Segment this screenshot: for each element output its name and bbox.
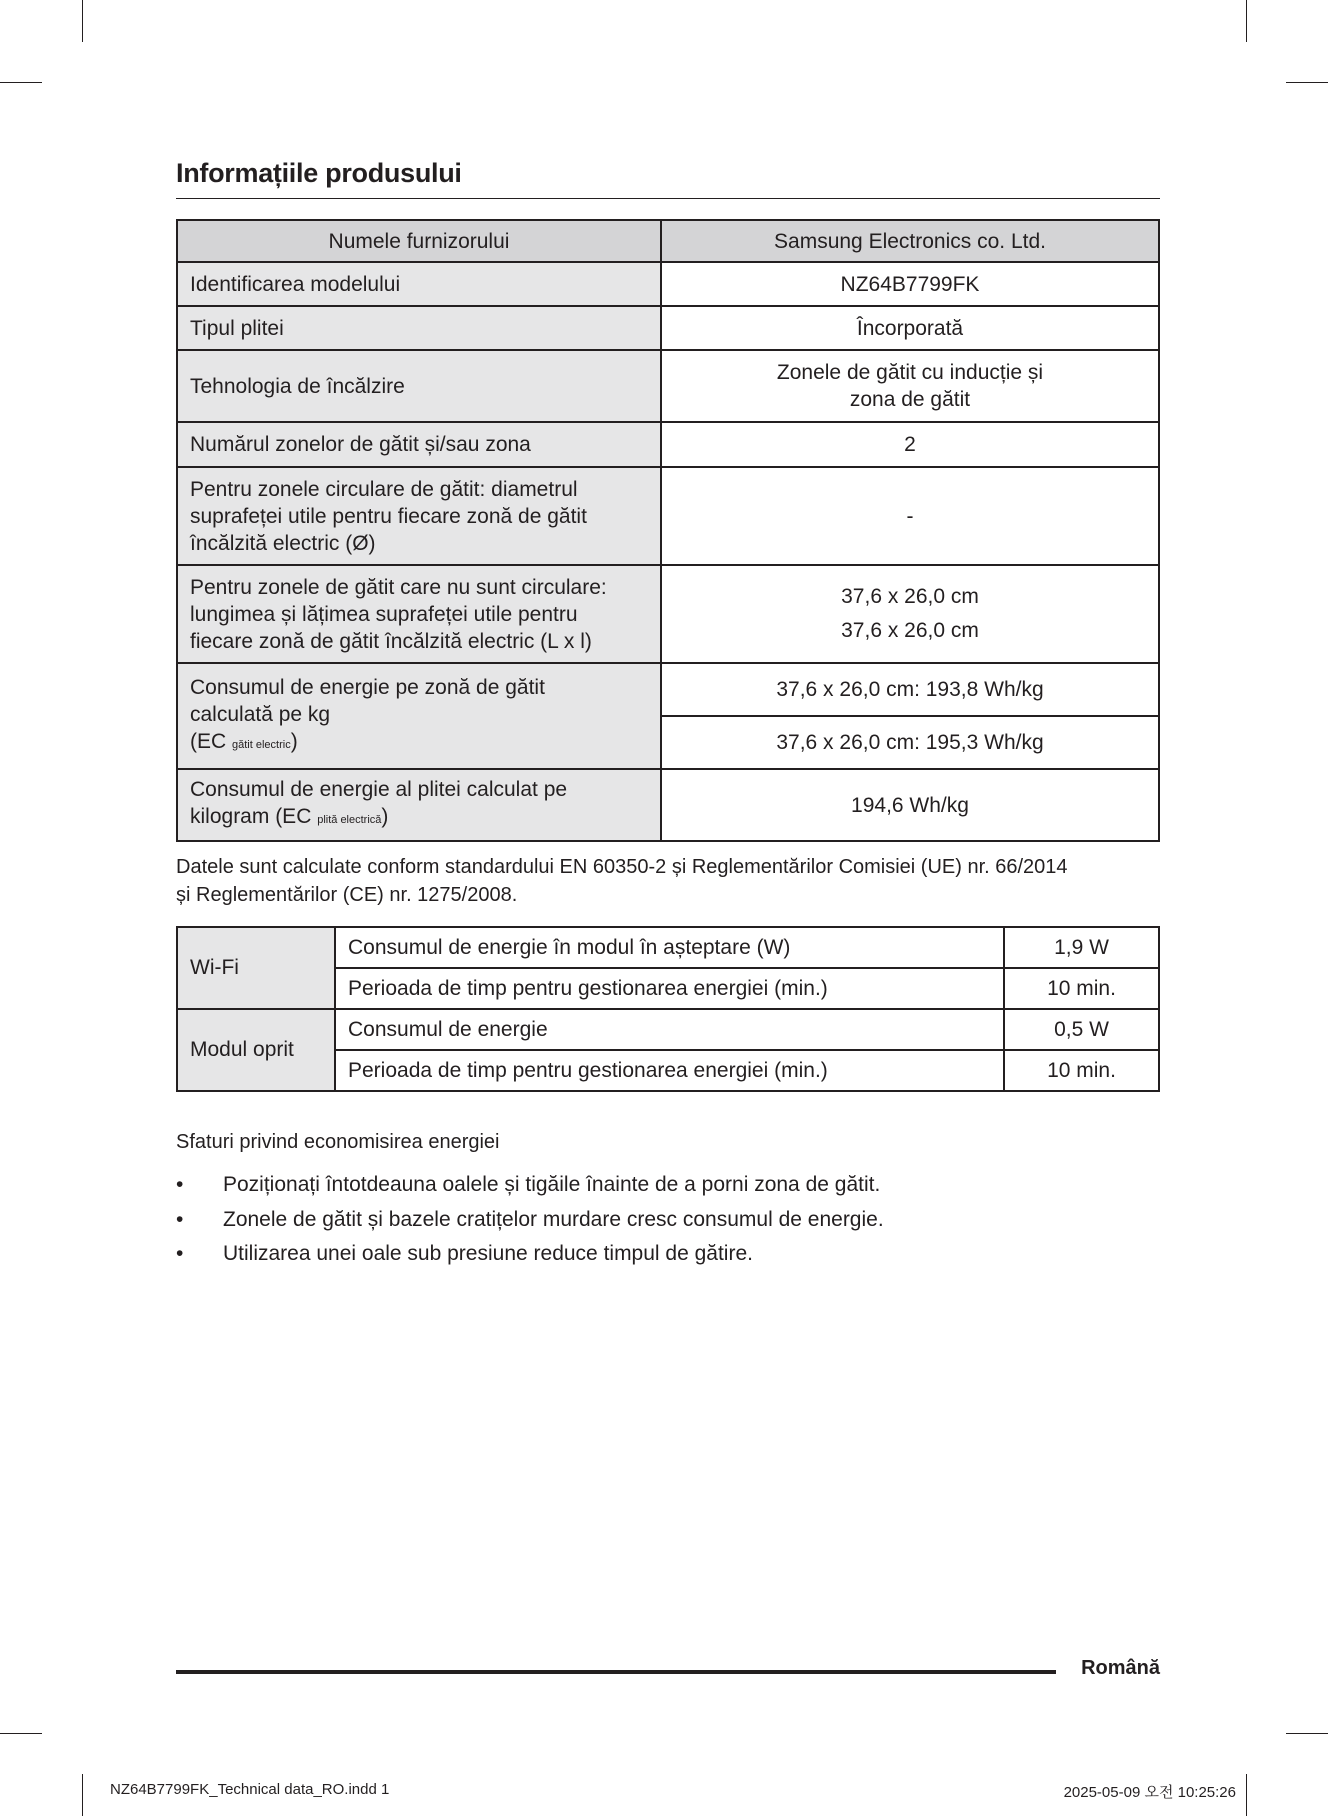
footer-language: Română [1081,1657,1160,1679]
table-header-row [177,220,1159,262]
note-line: și Reglementărilor (CE) nr. 1275/2008. [176,884,518,906]
product-info-table [176,219,1160,842]
row-label-line: încălzită electric (Ø) [190,531,376,555]
table-row [177,769,1159,841]
table-row [177,262,1159,306]
row-label: Tehnologia de încălzire [177,350,661,422]
row-value: 2 [661,422,1159,467]
row-label: Tipul plitei [177,306,661,350]
supplier-value: Samsung Electronics co. Ltd. [661,220,1159,262]
row-value-line: zona de gătit [849,388,971,411]
row-label: Identificarea modelului [177,262,661,306]
row-value: - [661,467,1159,565]
slug-filename: NZ64B7799FK_Technical data_RO.indd 1 [110,1781,390,1798]
table-row [177,1009,1159,1050]
table-row [177,422,1159,467]
row-value [661,565,1159,663]
crop-mark [1246,0,1247,42]
row-label: Numărul zonelor de gătit și/sau zona [177,422,661,467]
tip-text: Poziționați întotdeauna oalele și tigăile înainte de a porni zona de gătit. [223,1173,881,1196]
row-description: Perioada de timp pentru gestionarea energiei (min.) [335,968,1004,1009]
row-label-line: fiecare zonă de gătit încălzită electric (L x l) [190,629,592,653]
list-item [176,1203,884,1238]
row-value-line: 37,6 x 26,0 cm [841,585,979,608]
standby-power-table [176,926,1160,1092]
crop-mark [82,1774,83,1816]
row-value-line: Zonele de gătit cu inducție și [776,361,1044,384]
ec-prefix: (EC [190,729,232,753]
crop-mark [1286,82,1328,83]
ec-prefix: kilogram (EC [190,805,318,828]
row-label [177,769,661,841]
table-row [177,663,1159,716]
row-value: NZ64B7799FK [661,262,1159,306]
regulation-note [176,853,1166,909]
footer-rule [176,1670,1056,1674]
crop-mark [0,1733,42,1734]
group-label: Modul oprit [177,1009,335,1091]
table-row [177,927,1159,968]
bullet-icon: • [176,1242,184,1265]
row-description: Consumul de energie [335,1009,1004,1050]
tip-text: Zonele de gătit și bazele cratițelor murdare cresc consumul de energie. [223,1207,884,1231]
table-row [177,306,1159,350]
title-rule [176,198,1160,199]
row-label-line [190,728,648,759]
tips-list [176,1168,884,1272]
crop-mark [82,0,83,42]
row-label [177,663,661,769]
crop-mark [1286,1733,1328,1734]
row-value: 37,6 x 26,0 cm: 195,3 Wh/kg [661,716,1159,769]
bullet-icon: • [176,1207,184,1231]
ec-subscript: gătit electric [232,738,291,751]
table-row [177,565,1159,663]
supplier-label: Numele furnizorului [177,220,661,262]
row-value: 10 min. [1004,1050,1159,1091]
tip-text: Utilizarea unei oale sub presiune reduce timpul de gătire. [223,1242,753,1265]
row-label-line: Consumul de energie pe zonă de gătit [190,675,545,699]
row-value-line: 37,6 x 26,0 cm [841,619,979,642]
ec-subscript: plită electrică [317,814,382,826]
row-value [661,350,1159,422]
tips-heading: Sfaturi privind economisirea energiei [176,1131,500,1153]
row-label-line: Pentru zonele de gătit care nu sunt circulare: [190,575,607,599]
row-value: 37,6 x 26,0 cm: 193,8 Wh/kg [661,663,1159,716]
row-label-line: suprafeței utile pentru fiecare zonă de gătit [190,504,587,528]
list-item [176,1237,884,1272]
row-value: 0,5 W [1004,1009,1159,1050]
row-value: 1,9 W [1004,927,1159,968]
row-description: Perioada de timp pentru gestionarea energiei (min.) [335,1050,1004,1091]
table-row [177,350,1159,422]
slug-timestamp: 2025-05-09 오전 10:25:26 [1063,1784,1236,1801]
group-label: Wi-Fi [177,927,335,1009]
row-label-line: lungimea și lățimea suprafeței utile pentru [190,602,578,626]
row-label [177,565,661,663]
page-title: Informațiile produsului [176,158,462,188]
note-line: Datele sunt calculate conform standardului EN 60350-2 și Reglementărilor Comisiei (UE) nr. 66/2014 [176,856,1068,878]
crop-mark [1246,1774,1247,1816]
crop-mark [0,82,42,83]
row-value: 10 min. [1004,968,1159,1009]
row-label-line [190,803,648,834]
row-description: Consumul de energie în modul în așteptare (W) [335,927,1004,968]
ec-suffix: ) [290,729,298,753]
row-value: Încorporată [661,306,1159,350]
bullet-icon: • [176,1173,184,1196]
row-value: 194,6 Wh/kg [661,769,1159,841]
table-row [177,467,1159,565]
row-label-line: Pentru zonele circulare de gătit: diametrul [190,477,578,501]
list-item [176,1168,884,1203]
row-label-line: Consumul de energie al plitei calculat pe [190,778,568,801]
row-label-line: calculată pe kg [190,702,331,726]
row-label [177,467,661,565]
ec-suffix: ) [381,805,389,828]
